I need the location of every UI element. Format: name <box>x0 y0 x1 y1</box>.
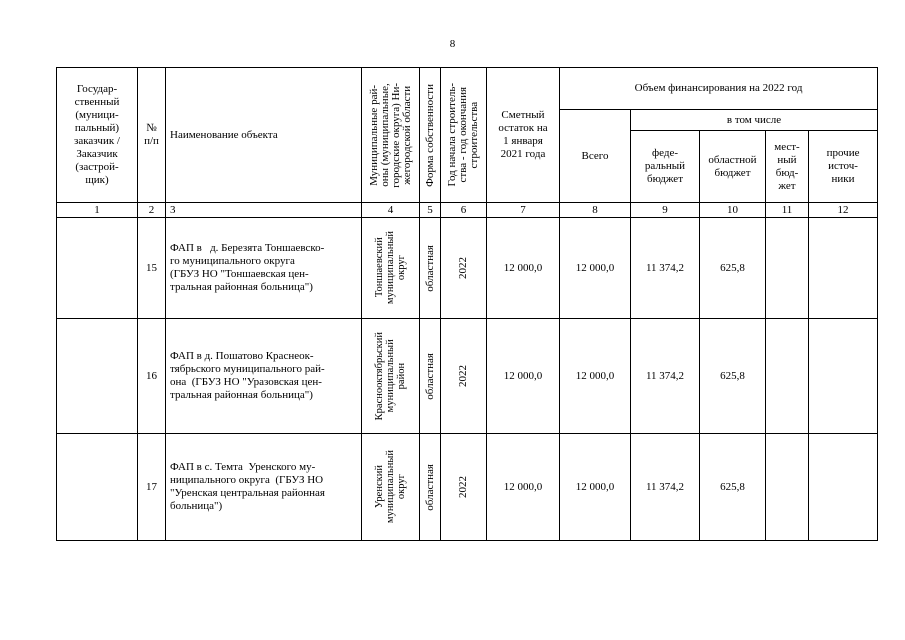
column-number: 2 <box>138 203 166 218</box>
header-including: в том числе <box>631 110 878 131</box>
row-regional: 625,8 <box>700 434 766 541</box>
header-other: прочие источ- ники <box>809 131 878 203</box>
row-district: Краснооктябрьский муниципальный район <box>362 319 420 434</box>
row-year: 2022 <box>441 434 487 541</box>
header-districts: Муниципальные рай- оны (муниципальные, городские округа) Ни- жегородской области <box>362 68 420 203</box>
row-object-name: ФАП в д. Березята Тоншаевско- го муниципального округа (ГБУЗ НО "Тоншаевская цен- тральная районная больница") <box>166 218 362 319</box>
table-row <box>57 319 878 434</box>
row-customer <box>57 319 138 434</box>
header-years: Год начала строитель- ства - год окончания строительства <box>441 68 487 203</box>
row-customer <box>57 218 138 319</box>
column-number: 12 <box>809 203 878 218</box>
row-district: Уренский муниципальный округ <box>362 434 420 541</box>
column-number: 6 <box>441 203 487 218</box>
header-federal: феде- ральный бюджет <box>631 131 700 203</box>
row-regional: 625,8 <box>700 218 766 319</box>
row-local <box>766 218 809 319</box>
table-row <box>57 434 878 541</box>
column-number: 9 <box>631 203 700 218</box>
row-federal: 11 374,2 <box>631 319 700 434</box>
row-total: 12 000,0 <box>560 319 631 434</box>
row-year: 2022 <box>441 319 487 434</box>
row-federal: 11 374,2 <box>631 434 700 541</box>
column-number: 11 <box>766 203 809 218</box>
header-ownership: Форма собственности <box>420 68 441 203</box>
header-object-name: Наименование объекта <box>166 68 362 203</box>
row-total: 12 000,0 <box>560 218 631 319</box>
header-number: № п/п <box>138 68 166 203</box>
row-district: Тоншаевский муниципальный округ <box>362 218 420 319</box>
row-number: 16 <box>138 319 166 434</box>
row-estimate: 12 000,0 <box>487 319 560 434</box>
row-customer <box>57 434 138 541</box>
row-federal: 11 374,2 <box>631 218 700 319</box>
header-regional: областной бюджет <box>700 131 766 203</box>
header-local: мест- ный бюд- жет <box>766 131 809 203</box>
row-number: 17 <box>138 434 166 541</box>
row-object-name: ФАП в с. Темта Уренского му- ниципального округа (ГБУЗ НО "Уренская центральная районная больница") <box>166 434 362 541</box>
financing-table <box>56 67 878 541</box>
header-total: Всего <box>560 110 631 203</box>
row-local <box>766 434 809 541</box>
column-number: 10 <box>700 203 766 218</box>
row-other <box>809 434 878 541</box>
row-local <box>766 319 809 434</box>
column-number: 4 <box>362 203 420 218</box>
row-estimate: 12 000,0 <box>487 434 560 541</box>
header-funding: Объем финансирования на 2022 год <box>560 68 878 110</box>
header-customer: Государ- ственный (муници- пальный) заказчик / Заказчик (застрой- щик) <box>57 68 138 203</box>
row-other <box>809 218 878 319</box>
row-regional: 625,8 <box>700 319 766 434</box>
row-ownership: областная <box>420 218 441 319</box>
page-number: 8 <box>449 38 456 50</box>
row-ownership: областная <box>420 319 441 434</box>
column-number: 5 <box>420 203 441 218</box>
column-number: 8 <box>560 203 631 218</box>
column-number: 1 <box>57 203 138 218</box>
column-numbers-row <box>57 203 878 218</box>
table-row <box>57 218 878 319</box>
column-number: 7 <box>487 203 560 218</box>
row-total: 12 000,0 <box>560 434 631 541</box>
row-number: 15 <box>138 218 166 319</box>
header-estimate: Сметный остаток на 1 января 2021 года <box>487 68 560 203</box>
column-number: 3 <box>166 203 362 218</box>
row-object-name: ФАП в д. Пошатово Краснеок- тябрьского муниципального рай- она (ГБУЗ НО "Уразовская цен- тральная районная больница") <box>166 319 362 434</box>
row-ownership: областная <box>420 434 441 541</box>
row-year: 2022 <box>441 218 487 319</box>
row-other <box>809 319 878 434</box>
row-estimate: 12 000,0 <box>487 218 560 319</box>
